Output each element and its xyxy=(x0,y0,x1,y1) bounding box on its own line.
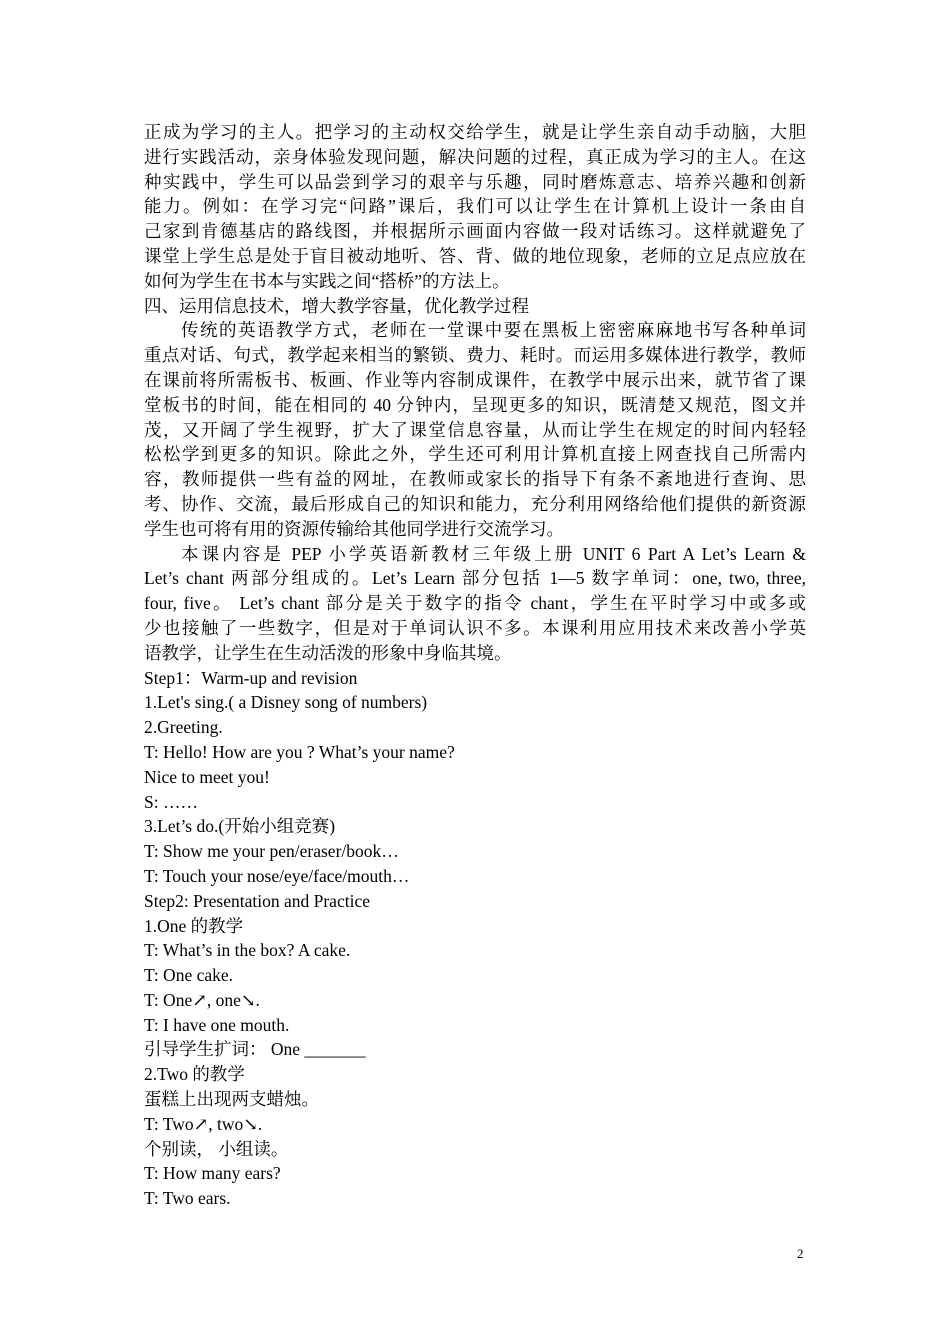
text-line: 茂，又开阔了学生视野，扩大了课堂信息容量，从而让学生在规定的时间内轻轻 xyxy=(144,419,806,440)
text-line: 能力。例如：在学习完“问路”课后，我们可以让学生在计算机上设计一条由自 xyxy=(144,196,806,217)
text-line: 松松学到更多的知识。除此之外，学生还可利用计算机直接上网查找自己所需内 xyxy=(144,444,806,465)
text-line: S: …… xyxy=(144,791,198,812)
page-number: 2 xyxy=(797,1246,804,1261)
text-line: 进行实践活动，亲身体验发现问题，解决问题的过程，真正成为学习的主人。在这 xyxy=(144,146,806,167)
text-line: 如何为学生在书本与实践之间“搭桥”的方法上。 xyxy=(144,270,510,291)
text-line: 本课内容是 PEP 小学英语新教材三年级上册 UNIT 6 Part A Let’s Learn & xyxy=(181,543,806,564)
text-line: T: What’s in the box? A cake. xyxy=(144,940,351,961)
document-body xyxy=(144,120,806,1211)
text-line: Step1：Warm-up and revision xyxy=(144,667,358,688)
text-line: T: Hello! How are you ? What’s your name? xyxy=(144,741,455,762)
text-line: 重点对话、句式，教学起来相当的繁锁、费力、耗时。而运用多媒体进行教学，教师 xyxy=(144,345,806,366)
text-line: 种实践中，学生可以品尝到学习的艰辛与乐趣，同时磨炼意志、培养兴趣和创新 xyxy=(144,171,806,192)
text-line: 正成为学习的主人。把学习的主动权交给学生，就是让学生亲自动手动脑，大胆 xyxy=(144,122,806,142)
text-line: 少也接触了一些数字，但是对于单词认识不多。本课利用应用技术来改善小学英 xyxy=(144,617,806,638)
text-line: 2.Greeting. xyxy=(144,717,223,738)
text-line: T: One↗, one↘. xyxy=(144,989,260,1010)
text-line: T: Touch your nose/eye/face/mouth… xyxy=(144,865,410,886)
text-line: 己家到肯德基店的路线图，并根据所示画面内容做一段对话练习。这样就避免了 xyxy=(144,221,806,242)
text-line: T: I have one mouth. xyxy=(144,1014,290,1035)
text-line: T: One cake. xyxy=(144,965,234,986)
text-line: 蛋糕上出现两支蜡烛。 xyxy=(144,1089,319,1110)
text-line: 四、运用信息技术，增大教学容量，优化教学过程 xyxy=(144,295,529,316)
text-line: T: How many ears? xyxy=(144,1163,281,1184)
text-line: Let’s chant 两部分组成的。Let’s Learn 部分包括 1—5 数字单词：one, two, three, xyxy=(144,568,806,589)
text-line: 学生也可将有用的资源传输给其他同学进行交流学习。 xyxy=(144,518,564,539)
text-line: 课堂上学生总是处于盲目被动地听、答、背、做的地位现象，老师的立足点应放在 xyxy=(144,245,806,266)
text-line: four, five。 Let’s chant 部分是关于数字的指令 chant，学生在平时学习中或多或 xyxy=(144,593,806,614)
text-line: 容，教师提供一些有益的网址，在教师或家长的指导下有条不紊地进行查询、思 xyxy=(144,469,806,490)
text-line: 2.Two 的教学 xyxy=(144,1064,245,1085)
text-line: 传统的英语教学方式，老师在一堂课中要在黑板上密密麻麻地书写各种单词 xyxy=(181,320,806,341)
text-line: 1.Let's sing.( a Disney song of numbers) xyxy=(144,692,428,713)
text-line: 1.One 的教学 xyxy=(144,915,244,936)
text-line: 3.Let’s do.(开始小组竞赛) xyxy=(144,816,336,837)
text-line: 语教学，让学生在生动活泼的形象中身临其境。 xyxy=(144,642,512,663)
text-line: 在课前将所需板书、板画、作业等内容制成课件，在教学中展示出来，就节省了课 xyxy=(144,369,806,390)
text-line: 堂板书的时间，能在相同的 40 分钟内，呈现更多的知识，既清楚又规范，图文并 xyxy=(144,394,806,415)
text-line: Step2: Presentation and Practice xyxy=(144,890,370,911)
text-line: 考、协作、交流，最后形成自己的知识和能力，充分利用网络给他们提供的新资源 xyxy=(144,493,806,514)
text-line: T: Two ears. xyxy=(144,1188,231,1209)
text-line: T: Show me your pen/eraser/book… xyxy=(144,841,399,862)
text-line: 引导学生扩词： One _______ xyxy=(144,1039,366,1060)
text-line: T: Two↗, two↘. xyxy=(144,1113,263,1134)
text-line: 个别读， 小组读。 xyxy=(144,1138,289,1159)
text-line: Nice to meet you! xyxy=(144,766,270,787)
